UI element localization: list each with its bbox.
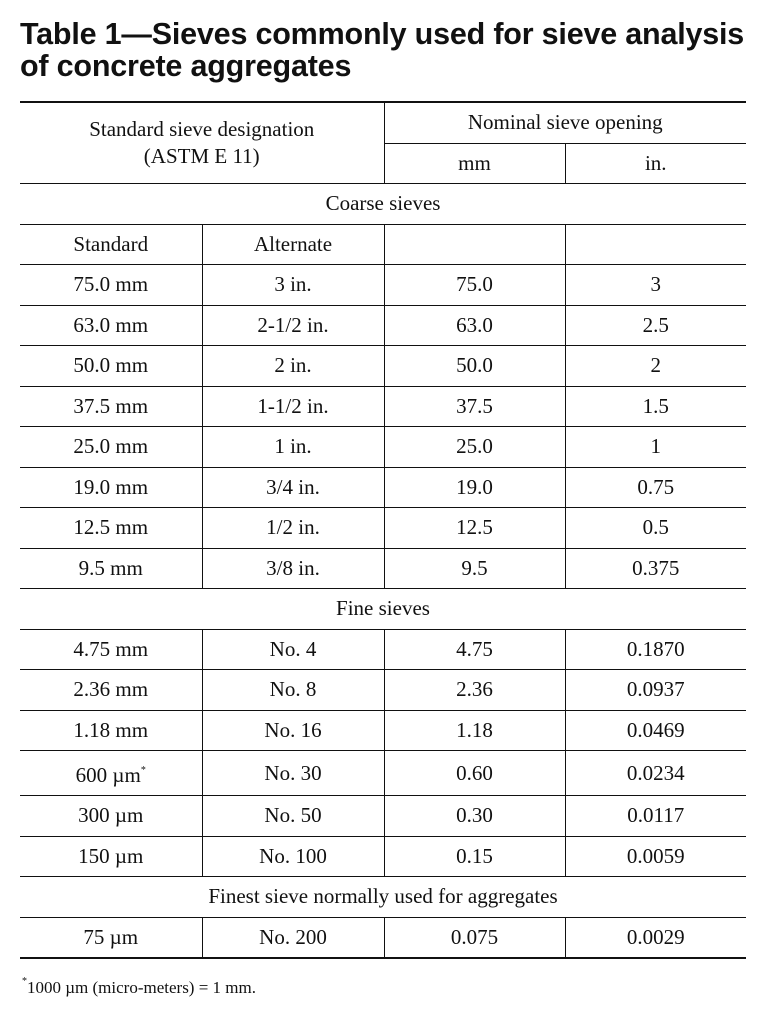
coarse-section-label: Coarse sieves: [20, 184, 746, 225]
table-row: [20, 427, 746, 468]
alternate-cell: 3/8 in.: [202, 548, 384, 589]
standard-cell: 9.5 mm: [20, 548, 202, 589]
mm-cell: 2.36: [384, 670, 565, 711]
alternate-cell: No. 16: [202, 710, 384, 751]
alternate-cell: 3 in.: [202, 265, 384, 306]
alternate-cell: No. 8: [202, 670, 384, 711]
in-cell: 2.5: [565, 305, 746, 346]
mm-cell: 12.5: [384, 508, 565, 549]
alternate-cell: No. 50: [202, 796, 384, 837]
standard-cell: 12.5 mm: [20, 508, 202, 549]
table-row: [20, 670, 746, 711]
standard-cell: 25.0 mm: [20, 427, 202, 468]
finest-section-row: [20, 877, 746, 918]
standard-cell: 63.0 mm: [20, 305, 202, 346]
standard-cell: 150 µm: [20, 836, 202, 877]
alternate-cell: No. 100: [202, 836, 384, 877]
footnote: [22, 976, 256, 998]
in-cell: 0.0937: [565, 670, 746, 711]
table-row: [20, 346, 746, 387]
mm-cell: 19.0: [384, 467, 565, 508]
alternate-cell: 1 in.: [202, 427, 384, 468]
designation-header-line-1: Standard sieve designation: [89, 117, 315, 141]
in-header: in.: [565, 143, 746, 184]
empty-cell: [565, 224, 746, 265]
alternate-cell: 2-1/2 in.: [202, 305, 384, 346]
standard-cell: 75.0 mm: [20, 265, 202, 306]
in-cell: 0.0029: [565, 917, 746, 958]
mm-cell: 37.5: [384, 386, 565, 427]
table-row: [20, 305, 746, 346]
empty-cell: [384, 224, 565, 265]
finest-section-label: Finest sieve normally used for aggregates: [20, 877, 746, 918]
header-row-1: [20, 102, 746, 143]
nominal-opening-header: Nominal sieve opening: [384, 102, 746, 143]
alternate-cell: No. 30: [202, 751, 384, 796]
table-title: [20, 18, 760, 82]
table-row: [20, 751, 746, 796]
alternate-cell: 3/4 in.: [202, 467, 384, 508]
designation-header: [20, 102, 384, 184]
table-row: [20, 629, 746, 670]
mm-cell: 1.18: [384, 710, 565, 751]
in-cell: 0.375: [565, 548, 746, 589]
mm-cell: 25.0: [384, 427, 565, 468]
standard-cell: 75 µm: [20, 917, 202, 958]
table-row: [20, 508, 746, 549]
footnote-marker: *: [140, 765, 146, 776]
mm-cell: 4.75: [384, 629, 565, 670]
in-cell: 0.0059: [565, 836, 746, 877]
fine-section-label: Fine sieves: [20, 589, 746, 630]
alternate-cell: 1/2 in.: [202, 508, 384, 549]
standard-cell: 50.0 mm: [20, 346, 202, 387]
standard-cell: 2.36 mm: [20, 670, 202, 711]
standard-cell: 19.0 mm: [20, 467, 202, 508]
sieve-table-body: [20, 102, 746, 958]
standard-cell: [20, 751, 202, 796]
in-cell: 0.5: [565, 508, 746, 549]
standard-cell: 300 µm: [20, 796, 202, 837]
in-cell: 1.5: [565, 386, 746, 427]
alternate-cell: No. 200: [202, 917, 384, 958]
standard-value: 600 µm: [75, 763, 141, 787]
table-title-line-2: of concrete aggregates: [20, 49, 352, 83]
alternate-subheader: Alternate: [202, 224, 384, 265]
mm-header: mm: [384, 143, 565, 184]
mm-cell: 63.0: [384, 305, 565, 346]
table-row: [20, 467, 746, 508]
sieve-table: [20, 101, 746, 959]
standard-cell: 4.75 mm: [20, 629, 202, 670]
mm-cell: 0.15: [384, 836, 565, 877]
table-row: [20, 710, 746, 751]
mm-cell: 75.0: [384, 265, 565, 306]
standard-cell: 37.5 mm: [20, 386, 202, 427]
table-row: [20, 796, 746, 837]
standard-subheader: Standard: [20, 224, 202, 265]
mm-cell: 0.60: [384, 751, 565, 796]
footnote-marker: *: [22, 976, 27, 987]
mm-cell: 9.5: [384, 548, 565, 589]
alternate-cell: No. 4: [202, 629, 384, 670]
table-row: [20, 917, 746, 958]
alternate-cell: 2 in.: [202, 346, 384, 387]
table-title-line-1: Table 1—Sieves commonly used for sieve analysis: [20, 17, 745, 51]
in-cell: 2: [565, 346, 746, 387]
in-cell: 0.75: [565, 467, 746, 508]
in-cell: 1: [565, 427, 746, 468]
mm-cell: 0.30: [384, 796, 565, 837]
table-row: [20, 386, 746, 427]
coarse-subheader-row: [20, 224, 746, 265]
alternate-cell: 1-1/2 in.: [202, 386, 384, 427]
table-row: [20, 836, 746, 877]
fine-section-row: [20, 589, 746, 630]
table-row: [20, 265, 746, 306]
standard-cell: 1.18 mm: [20, 710, 202, 751]
designation-header-line-2: (ASTM E 11): [143, 144, 260, 168]
in-cell: 0.0234: [565, 751, 746, 796]
in-cell: 0.0469: [565, 710, 746, 751]
mm-cell: 0.075: [384, 917, 565, 958]
footnote-text: 1000 µm (micro-meters) = 1 mm.: [27, 978, 257, 997]
in-cell: 3: [565, 265, 746, 306]
mm-cell: 50.0: [384, 346, 565, 387]
table-row: [20, 548, 746, 589]
coarse-section-row: [20, 184, 746, 225]
in-cell: 0.1870: [565, 629, 746, 670]
in-cell: 0.0117: [565, 796, 746, 837]
